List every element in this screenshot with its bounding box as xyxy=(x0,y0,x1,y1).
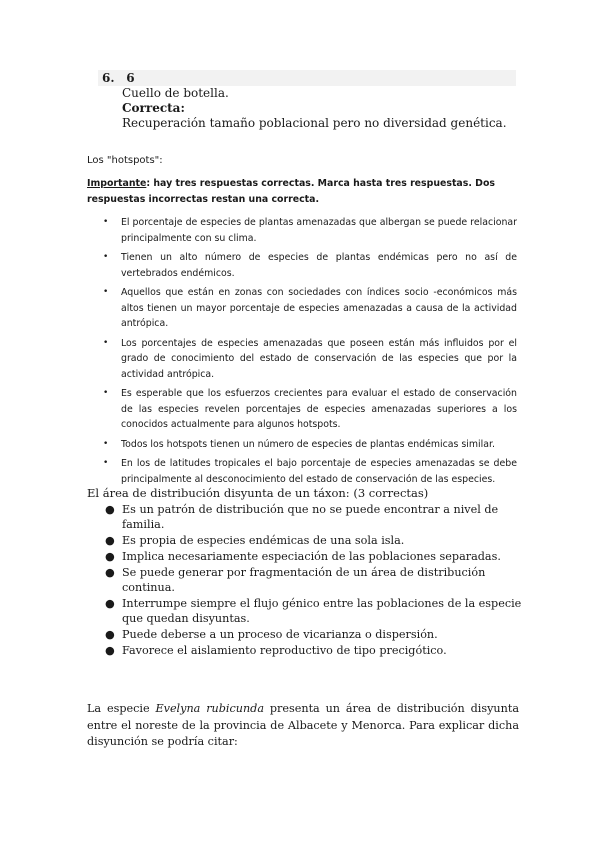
list-item[interactable]: • Tienen un alto número de especies de plantas endémicas pero no así de vertebrados endémicos. xyxy=(103,252,517,279)
list-item[interactable]: ● Es un patrón de distribución que no se puede encontrar a nivel de familia. xyxy=(105,503,499,531)
bullet-icon: ● xyxy=(105,534,115,547)
question-number: 6. xyxy=(102,71,115,85)
bullet-icon: • xyxy=(103,388,109,398)
correct-label: Correcta: xyxy=(122,101,185,115)
list-item[interactable]: • El porcentaje de especies de plantas amenazadas que albergan se puede relacionar principalmente con su clima. xyxy=(103,217,517,244)
bullet-icon: • xyxy=(103,217,109,227)
bullet-icon: ● xyxy=(105,628,115,641)
list-item[interactable]: ● Puede deberse a un proceso de vicarianza o dispersión. xyxy=(105,628,438,641)
list-item[interactable]: ● Implica necesariamente especiación de las poblaciones separadas. xyxy=(105,550,501,563)
note-label: Importante xyxy=(87,178,147,189)
bullet-icon: ● xyxy=(105,503,115,516)
question-6-answer xyxy=(122,86,522,131)
bullet-icon: ● xyxy=(105,597,115,610)
bullet-icon: • xyxy=(103,287,109,297)
species-paragraph: La especie Evelyna rubicunda presenta un área de distribución disyunta entre el noreste de la provincia de Albacete y Menorca. Para explicar dicha disyunción se podría citar: xyxy=(87,702,519,748)
list-item[interactable]: • Los porcentajes de especies amenazadas que poseen están más influidos por el grado de conocimiento del estado de conservación de las especies que por la actividad antrópica. xyxy=(103,337,517,380)
list-item[interactable]: ● Se puede generar por fragmentación de un área de distribución continua. xyxy=(105,566,486,594)
list-item[interactable]: ● Favorece el aislamiento reproductivo de tipo precigótico. xyxy=(105,644,447,657)
question-6-header xyxy=(98,70,516,86)
hotspots-options xyxy=(87,215,517,491)
correct-text: Recuperación tamaño poblacional pero no diversidad genética. xyxy=(122,116,507,130)
hotspots-title: Los "hotspots": xyxy=(87,155,163,166)
bullet-icon: • xyxy=(103,337,109,348)
bullet-icon: ● xyxy=(105,644,115,657)
species-name: Evelyna rubicunda xyxy=(155,702,264,715)
list-item[interactable]: • Aquellos que están en zonas con sociedades con índices socio -económicos más altos tienen un mayor porcentaje de especies amenazadas a causa de la actividad antrópica. xyxy=(103,287,517,329)
list-item[interactable]: • En los de latitudes tropicales el bajo porcentaje de especies amenazadas se debe principalmente al desconocimiento del estado de conservación de las especies. xyxy=(103,458,517,485)
list-item[interactable]: • Es esperable que los esfuerzos crecientes para evaluar el estado de conservación de las especies revelen porcentajes de especies amenazadas superiores a los conocidos actualmente para algunos hotspots. xyxy=(103,388,517,430)
bullet-icon: ● xyxy=(105,550,115,563)
hotspots-note xyxy=(87,176,517,208)
note-text: : hay tres respuestas correctas. Marca hasta tres respuestas. Dos respuestas incorrectas restan una correcta. xyxy=(87,178,495,205)
bullet-icon: • xyxy=(103,252,109,262)
bullet-icon: ● xyxy=(105,566,115,579)
question-value: 6 xyxy=(126,71,135,85)
taxon-title: El área de distribución disyunta de un táxon: (3 correctas) xyxy=(87,486,429,500)
list-item[interactable]: ● Interrumpe siempre el flujo génico entre las poblaciones de la especie que quedan disyuntas. xyxy=(105,597,522,625)
bullet-icon: • xyxy=(103,438,109,449)
list-item[interactable]: • Todos los hotspots tienen un número de especies de plantas endémicas similar. xyxy=(87,437,517,453)
bullet-icon: • xyxy=(103,458,109,468)
list-item[interactable]: ● Es propia de especies endémicas de una sola isla. xyxy=(105,534,405,547)
taxon-options xyxy=(87,502,527,659)
answer-line: Cuello de botella. xyxy=(122,86,229,100)
